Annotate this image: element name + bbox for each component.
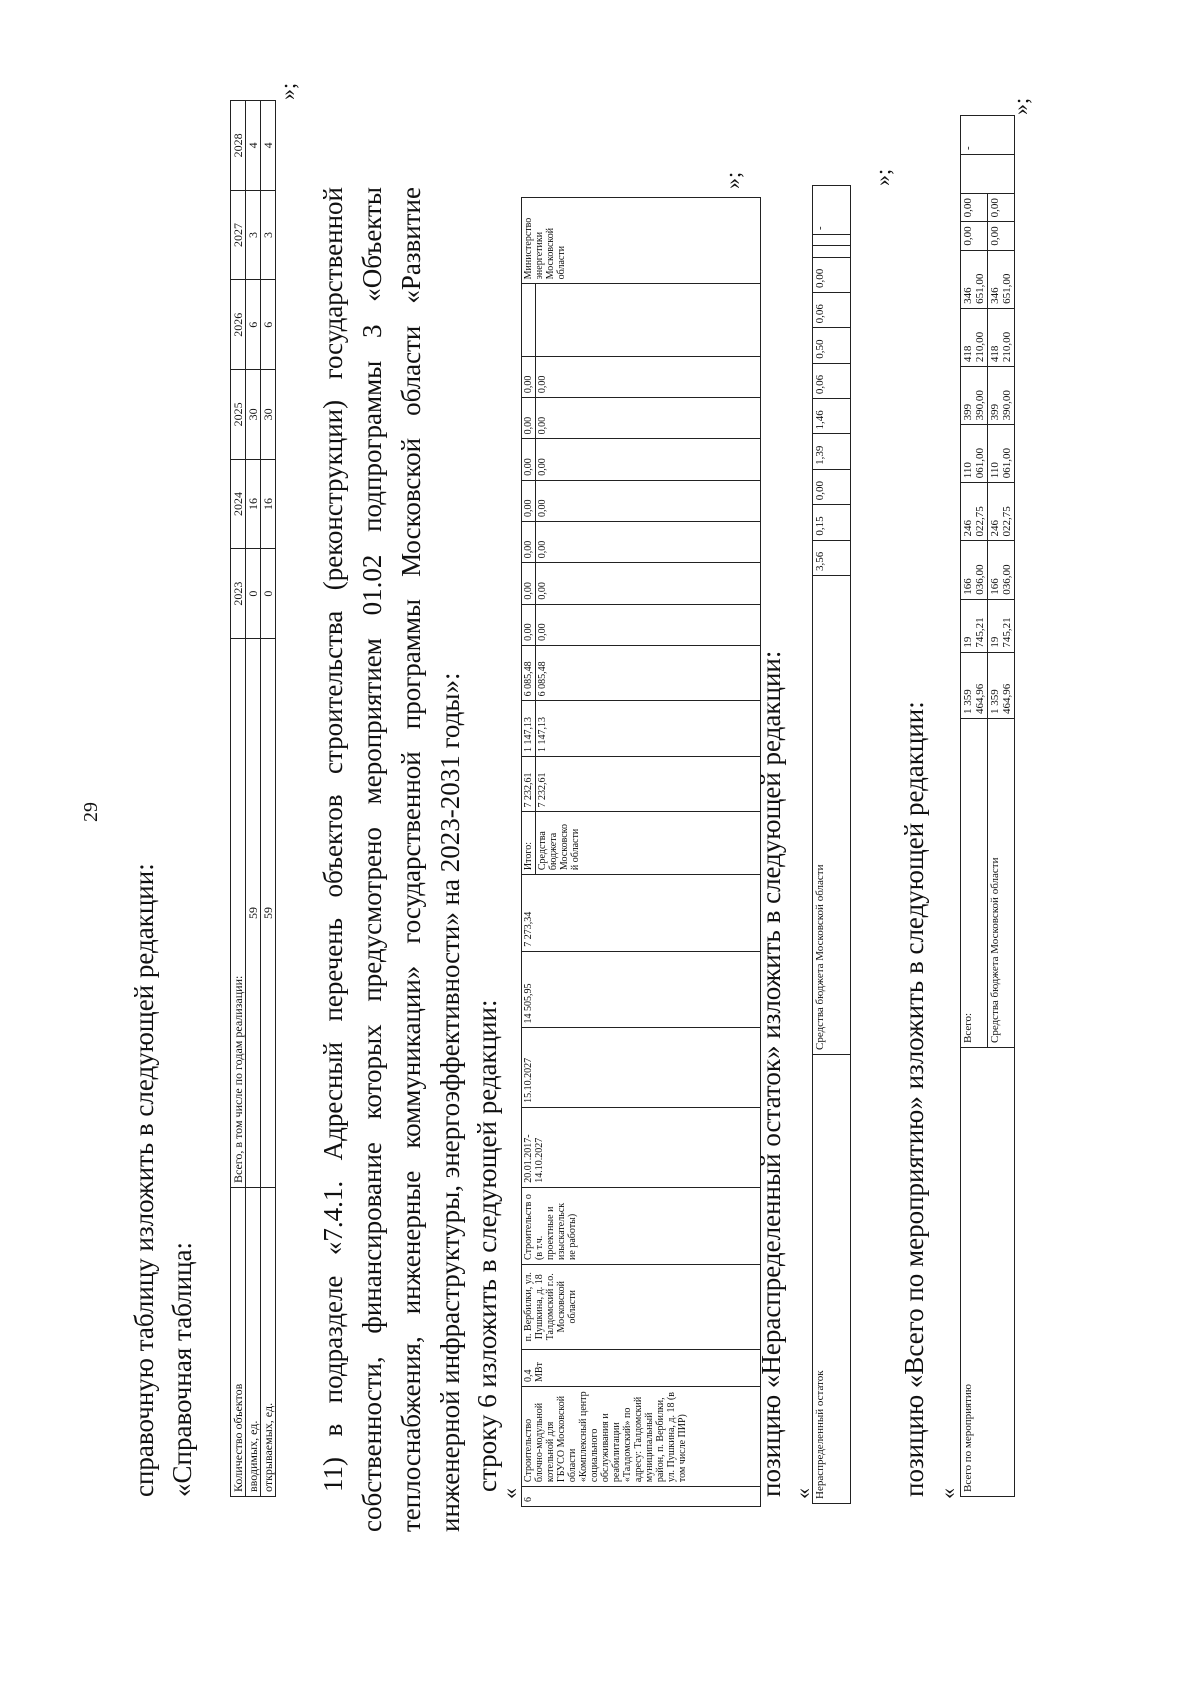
unallocated-intro: позицию «Нераспределенный остаток» изложить в следующей редакции: — [756, 650, 786, 1497]
table-cell: 0,00 — [988, 222, 1015, 250]
table-cell: 0,00 — [536, 480, 761, 521]
table-cell: 6 085,48 — [536, 645, 761, 701]
table-cell: 2023 — [231, 549, 246, 639]
table-cell: 20.01.2017-14.10.2027 — [522, 1107, 761, 1187]
row6-table — [521, 197, 761, 1507]
table-row — [261, 101, 276, 1497]
table-cell: 0,00 — [522, 604, 536, 645]
table-cell: Министерство энергетики Московской области — [522, 198, 761, 284]
table-cell: открываемых, ед. — [261, 1188, 276, 1497]
total-intro: позицию «Всего по мероприятию» изложить в следующей редакции: — [899, 701, 929, 1497]
table-row — [522, 198, 536, 1507]
table-cell — [522, 284, 536, 356]
reference-table — [230, 100, 276, 1497]
table-cell: - — [813, 186, 851, 235]
table-cell: - — [961, 116, 1015, 155]
table-cell: 16 — [261, 459, 276, 549]
table-cell: 0,00 — [961, 222, 988, 250]
table-cell — [813, 246, 851, 257]
table-cell: 6 085,48 — [522, 645, 536, 701]
table-cell: Строительство блочно-модульной котельной для ГБУСО Московской области «Комплексный центр социального обслуживания и реабилитации «Талдомский» по адресу: Талдомский муниципальный район, п. Вербилки, ул. Пушкина, д. 18 (в том числе ПИР) — [522, 1387, 761, 1487]
table-cell: 7 273,34 — [522, 875, 761, 952]
table-cell: 0,00 — [522, 398, 536, 439]
table-cell: 59 — [261, 639, 276, 1188]
table-cell: 1 147,13 — [536, 701, 761, 757]
table-cell: Средства бюджета Московской области — [813, 576, 851, 1055]
table-cell: 4 — [246, 101, 261, 191]
page-number: 29 — [80, 802, 102, 822]
table-cell: 0,50 — [813, 328, 851, 363]
table-cell: 0,00 — [522, 480, 536, 521]
table-cell: 16 — [246, 459, 261, 549]
table-row — [231, 101, 246, 1497]
closing-quote: »; — [720, 171, 745, 189]
closing-quote: »; — [275, 82, 300, 100]
table-cell: Средства бюджета Московско й области — [536, 812, 761, 875]
closing-quote: »; — [1008, 97, 1033, 115]
table-cell: 0 — [246, 549, 261, 639]
table-cell: 3 — [261, 190, 276, 280]
table-cell: 346 651,00 — [988, 250, 1015, 308]
table-cell: 0,15 — [813, 505, 851, 540]
table-cell: 6 — [261, 280, 276, 370]
closing-quote: »; — [870, 168, 895, 186]
table-cell: Количество объектов — [231, 1188, 246, 1497]
table-cell: 19 745,21 — [988, 599, 1015, 652]
table-title: «Справочная таблица: — [167, 1241, 197, 1497]
table-cell: 15.10.2027 — [522, 1028, 761, 1107]
unallocated-table — [812, 185, 851, 1504]
table-cell: 2026 — [231, 280, 246, 370]
table-cell — [961, 155, 1015, 194]
table-cell: 0,00 — [536, 522, 761, 563]
table-cell: 30 — [261, 370, 276, 460]
table-cell: 30 — [246, 370, 261, 460]
open-quote: « — [935, 1488, 960, 1499]
table-cell: 0,00 — [988, 194, 1015, 222]
table-cell: Всего: — [961, 719, 988, 1048]
table-cell: 6 — [246, 280, 261, 370]
table-cell: 0,00 — [813, 257, 851, 292]
table-cell: 246 022,75 — [961, 483, 988, 541]
table-cell: 0,00 — [536, 398, 761, 439]
table-cell — [536, 284, 761, 356]
table-cell: 1 359 464,96 — [961, 652, 988, 718]
table-cell: 2028 — [231, 101, 246, 191]
table-cell: 0,00 — [522, 522, 536, 563]
open-quote: « — [497, 1488, 522, 1499]
table-cell: 0,00 — [522, 563, 536, 604]
table-cell: 3,56 — [813, 540, 851, 575]
table-cell: 0,00 — [522, 356, 536, 397]
table-cell: Итого: — [522, 812, 536, 875]
table-cell: 14 505,95 — [522, 951, 761, 1028]
table-cell: 3 — [246, 190, 261, 280]
table-cell: 0,06 — [813, 363, 851, 398]
table-cell: Строительств о (в т.ч. проектные и изыскательск ие работы) — [522, 1187, 761, 1264]
table-cell: 2025 — [231, 370, 246, 460]
table-cell: 6 — [522, 1487, 761, 1507]
table-cell: 0,00 — [813, 469, 851, 504]
table-cell: 1 359 464,96 — [988, 652, 1015, 718]
table-cell: 346 651,00 — [961, 250, 988, 308]
table-cell: 7 232,61 — [536, 756, 761, 812]
paragraph-11: 11) в подразделе «7.4.1. Адресный перечень объектов строительства (реконструкции) государственной собственности, финансирование которых предусмотрено мероприятием 01.02 подпрограммы 3 «Объекты теплоснабжения, инженерные коммуникации» государственной программы Московской области «Развитие инженерной инфраструктуры, энергоэффективности» на 2023-2031 годы»: — [318, 187, 465, 1532]
table-cell: Всего, в том числе по годам реализации: — [231, 639, 246, 1188]
total-table — [960, 115, 1015, 1497]
table-cell: 0,4 МВт — [522, 1349, 761, 1386]
table-cell: 0,00 — [536, 563, 761, 604]
table-cell: 110 061,00 — [988, 425, 1015, 483]
table-cell: 418 210,00 — [961, 308, 988, 366]
table-cell: 0,06 — [813, 293, 851, 328]
table-cell: Нераспределенный остаток — [813, 1055, 851, 1504]
table-cell: 1,39 — [813, 434, 851, 469]
table-cell: 2024 — [231, 459, 246, 549]
table-cell: 418 210,00 — [988, 308, 1015, 366]
table-cell: 166 036,00 — [988, 541, 1015, 599]
table-cell: 246 022,75 — [988, 483, 1015, 541]
table-cell: 0,00 — [536, 604, 761, 645]
table-cell: 399 390,00 — [988, 367, 1015, 425]
table-cell: 1,46 — [813, 399, 851, 434]
table-cell: п. Вербилки, ул. Пушкина, д. 18 Талдомский г.о. Московской области — [522, 1264, 761, 1349]
table-row — [813, 186, 851, 1504]
table-cell: 0 — [261, 549, 276, 639]
table-row — [246, 101, 261, 1497]
table-cell: 59 — [246, 639, 261, 1188]
table-cell: 0,00 — [961, 194, 988, 222]
row6-intro: строку 6 изложить в следующей редакции: — [472, 999, 502, 1492]
table-cell: 110 061,00 — [961, 425, 988, 483]
table-cell: 19 745,21 — [961, 599, 988, 652]
table-cell: 2027 — [231, 190, 246, 280]
table-row — [961, 116, 988, 1497]
intro-line: справочную таблицу изложить в следующей редакции: — [129, 863, 159, 1497]
table-cell: Всего по мероприятию — [961, 1048, 1015, 1497]
table-cell: вводимых, ед. — [246, 1188, 261, 1497]
table-cell: 0,00 — [536, 439, 761, 480]
table-cell: Средства бюджета Московской области — [988, 719, 1015, 1048]
table-cell: 166 036,00 — [961, 541, 988, 599]
open-quote: « — [790, 1488, 815, 1499]
table-cell: 0,00 — [522, 439, 536, 480]
table-cell: 0,00 — [536, 356, 761, 397]
table-cell: 7 232,61 — [522, 756, 536, 812]
table-cell: 399 390,00 — [961, 367, 988, 425]
table-cell: 1 147,13 — [522, 701, 536, 757]
table-cell — [813, 235, 851, 246]
table-cell: 4 — [261, 101, 276, 191]
